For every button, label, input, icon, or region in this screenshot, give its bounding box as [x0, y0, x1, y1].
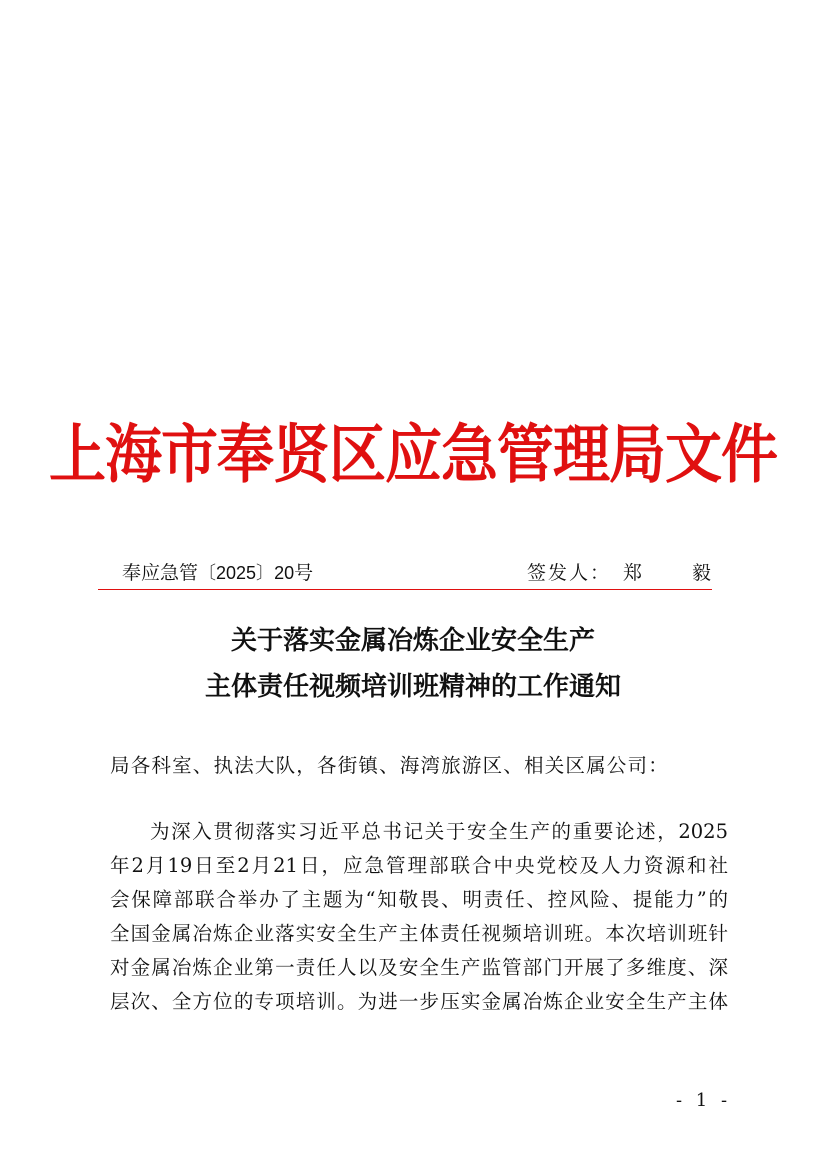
document-title-line-1: 关于落实金属冶炼企业安全生产 — [230, 626, 595, 656]
document-title-line-2: 主体责任视频培训班精神的工作通知 — [204, 672, 621, 702]
salutation: 局各科室、执法大队，各街镇、海湾旅游区、相关区属公司： — [110, 754, 669, 777]
document-number — [122, 560, 313, 586]
doc-number-prefix: 奉应急管 — [122, 562, 199, 584]
doc-number-value: 20 — [274, 563, 295, 583]
doc-number-suffix: 号 — [294, 562, 314, 584]
body-line: 会保障部联合举办了主题为“知敬畏、明责任、控风险、提能力”的 — [110, 888, 728, 911]
body-line: 对金属冶炼企业第一责任人以及安全生产监管部门开展了多维度、深 — [110, 956, 728, 979]
body-line: 年2月19日至2月21日，应急管理部联合中央党校及人力资源和社 — [110, 854, 728, 877]
signer-label: 签发人： — [527, 562, 612, 584]
signer — [527, 560, 733, 586]
doc-number-year: 〔2025〕 — [198, 563, 275, 583]
signer-name: 郑 毅 — [623, 562, 734, 584]
red-separator-line — [98, 589, 712, 590]
body-line: 全国金属冶炼企业落实安全生产主体责任视频培训班。本次培训班针 — [110, 922, 728, 945]
body-line: 层次、全方位的专项培训。为进一步压实金属冶炼企业安全生产主体 — [110, 990, 728, 1013]
document-masthead: 上海市奉贤区应急管理局文件 — [49, 416, 777, 492]
body-line: 为深入贯彻落实习近平总书记关于安全生产的重要论述，2025 — [150, 820, 728, 843]
page-number: - 1 - — [676, 1090, 732, 1111]
